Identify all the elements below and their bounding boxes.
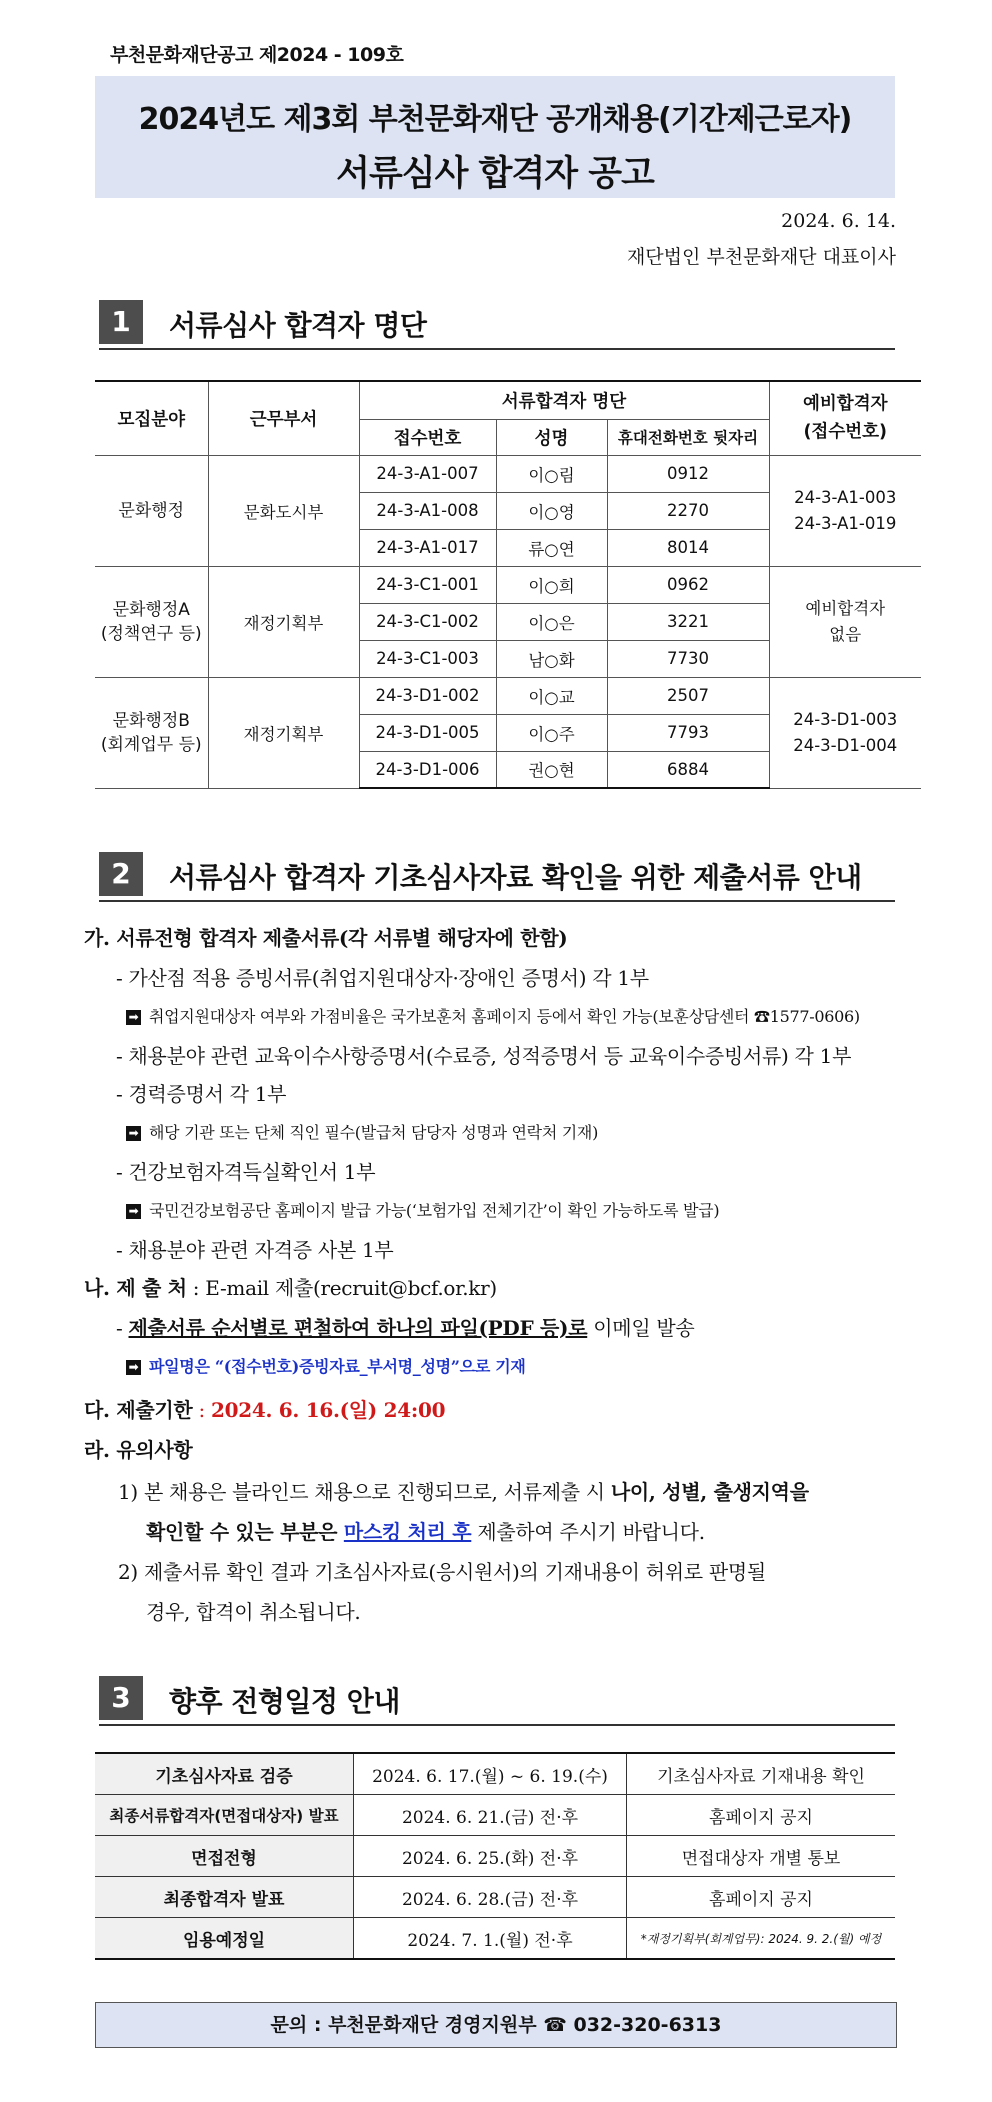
- ra-title: 라. 유의사항: [84, 1438, 193, 1462]
- name-cell: 이○주: [496, 714, 607, 751]
- item-bonus-docs: - 가산점 적용 증빙서류(취업지원대상자·장애인 증명서) 각 1부: [116, 966, 649, 990]
- arrow-right-icon: ➡: [126, 1360, 141, 1375]
- section-3-number: 3: [99, 1676, 143, 1720]
- table-row: [95, 1836, 895, 1877]
- name-cell: 남○화: [496, 640, 607, 677]
- reg-no-cell: 24-3-A1-008: [359, 492, 496, 529]
- phone-cell: 3221: [607, 603, 769, 640]
- stage-cell: 기초심사자료 검증: [95, 1753, 354, 1795]
- na-underlined: 제출서류 순서별로 편철하여 하나의 파일(PDF 등)로: [128, 1316, 588, 1340]
- date-cell: 2024. 6. 21.(금) 전·후: [354, 1795, 627, 1836]
- field-sub-label: (정책연구 등): [100, 623, 202, 644]
- header-reserve: [769, 381, 921, 455]
- date-cell: 2024. 6. 25.(화) 전·후: [354, 1836, 627, 1877]
- title-line-1: 2024년도 제3회 부천문화재단 공개채용(기간제근로자): [138, 102, 852, 137]
- issuer: 재단법인 부천문화재단 대표이사: [626, 246, 896, 268]
- name-cell: 이○영: [496, 492, 607, 529]
- name-cell: 이○교: [496, 677, 607, 714]
- reg-no-cell: 24-3-D1-005: [359, 714, 496, 751]
- item-insurance-note: [126, 1198, 719, 1221]
- phone-cell: 8014: [607, 529, 769, 566]
- field-sub-label: (회계업무 등): [100, 734, 202, 755]
- table-row: [95, 1753, 895, 1795]
- ra-2-line-2: 경우, 합격이 취소됩니다.: [146, 1600, 361, 1624]
- note-text: 취업지원대상자 여부와 가점비율은 국가보훈처 홈페이지 등에서 확인 가능(보훈상담센터 ☎1577-0606): [149, 1007, 860, 1026]
- date-cell: 2024. 6. 28.(금) 전·후: [354, 1877, 627, 1918]
- dash: -: [116, 1316, 129, 1340]
- note-text: 해당 기관 또는 단체 직인 필수(발급처 담당자 성명과 연락처 기재): [149, 1123, 599, 1142]
- title-line-2: 서류심사 합격자 공고: [336, 154, 654, 194]
- reserve-line-1: 24-3-A1-003: [794, 487, 897, 507]
- header-reserve-sub: (접수번호): [803, 422, 888, 443]
- dept-cell: 재정기획부: [208, 677, 359, 788]
- header-name: 성명: [496, 419, 607, 455]
- item-education-docs: - 채용분야 관련 교육이수사항증명서(수료증, 성적증명서 등 교육이수증빙서류) 각 1부: [116, 1044, 852, 1068]
- reserve-cell: [769, 677, 921, 788]
- ra1-bold-2: 확인할 수 있는 부분은: [146, 1520, 344, 1544]
- table-row: [95, 1877, 895, 1918]
- method-cell: 면접대상자 개별 통보: [627, 1836, 896, 1877]
- name-cell: 이○희: [496, 566, 607, 603]
- na-value: : E-mail 제출(recruit@bcf.or.kr): [192, 1276, 497, 1300]
- reserve-line-2: 없음: [829, 624, 862, 644]
- item-career-note: [126, 1120, 598, 1143]
- header-phone: 휴대전화번호 뒷자리: [607, 419, 769, 455]
- dept-cell: 재정기획부: [208, 566, 359, 677]
- section-1-heading: [99, 300, 895, 350]
- table-row: [95, 1795, 895, 1836]
- na-submission: [84, 1272, 497, 1301]
- reserve-cell: [769, 566, 921, 677]
- phone-cell: 0912: [607, 455, 769, 492]
- method-cell: *재정기획부(회계업무): 2024. 9. 2.(월) 예정: [627, 1918, 896, 1960]
- field-cell: [95, 677, 208, 788]
- ra1-text: 1) 본 채용은 블라인드 채용으로 진행되므로, 서류제출 시: [118, 1480, 611, 1504]
- field-cell: [95, 566, 208, 677]
- item-career-docs: - 경력증명서 각 1부: [116, 1082, 287, 1106]
- section-3-title: 향후 전형일정 안내: [169, 1685, 400, 1718]
- note-text: 국민건강보험공단 홈페이지 발급 가능(‘보험가입 전체기간’이 확인 가능하도록 발급): [149, 1201, 720, 1220]
- field-label: 문화행정: [118, 500, 185, 521]
- phone-cell: 2507: [607, 677, 769, 714]
- method-cell: 홈페이지 공지: [627, 1795, 896, 1836]
- reg-no-cell: 24-3-C1-003: [359, 640, 496, 677]
- da-label: 다. 제출기한: [84, 1398, 193, 1422]
- table-row: [95, 566, 921, 603]
- section-2-number: 2: [99, 852, 143, 896]
- schedule-table: [95, 1752, 895, 1960]
- header-reserve-label: 예비합격자: [802, 394, 888, 415]
- stage-cell: 최종서류합격자(면접대상자) 발표: [95, 1795, 354, 1836]
- item-bonus-note: [126, 1004, 860, 1027]
- table-row: [95, 455, 921, 492]
- ga-title: 가. 서류전형 합격자 제출서류(각 서류별 해당자에 한함): [84, 926, 568, 950]
- arrow-right-icon: ➡: [126, 1126, 141, 1141]
- reg-no-cell: 24-3-A1-007: [359, 455, 496, 492]
- phone-cell: 7730: [607, 640, 769, 677]
- phone-cell: 6884: [607, 751, 769, 788]
- header-passers: 서류합격자 명단: [359, 381, 769, 419]
- stage-cell: 임용예정일: [95, 1918, 354, 1960]
- field-label: 문화행정A: [112, 599, 190, 620]
- ra-1-line-2: [146, 1516, 705, 1545]
- ra1-bold: 나이, 성별, 출생지역을: [610, 1480, 809, 1504]
- notice-date: 2024. 6. 14.: [781, 210, 896, 232]
- phone-cell: 7793: [607, 714, 769, 751]
- date-cell: 2024. 7. 1.(월) 전·후: [354, 1918, 627, 1960]
- passers-table: [95, 380, 921, 789]
- reserve-line-1: 24-3-D1-003: [793, 709, 898, 729]
- title-box: [95, 76, 895, 198]
- na-rest: 이메일 발송: [587, 1316, 695, 1340]
- name-cell: 이○림: [496, 455, 607, 492]
- ra1-masking: 마스킹 처리 후: [343, 1520, 472, 1544]
- reg-no-cell: 24-3-A1-017: [359, 529, 496, 566]
- table-row: [95, 677, 921, 714]
- reg-no-cell: 24-3-C1-001: [359, 566, 496, 603]
- section-2-heading: [99, 852, 895, 902]
- reg-no-cell: 24-3-C1-002: [359, 603, 496, 640]
- dept-cell: 문화도시부: [208, 455, 359, 566]
- ra-2-line-1: 2) 제출서류 확인 결과 기초심사자료(응시원서)의 기재내용이 허위로 판명될: [118, 1560, 766, 1584]
- da-deadline: [84, 1394, 445, 1423]
- header-dept: 근무부서: [208, 381, 359, 455]
- phone-cell: 0962: [607, 566, 769, 603]
- table-row: [95, 1918, 895, 1960]
- na-label: 나. 제 출 처: [84, 1276, 187, 1300]
- na-item: [116, 1312, 694, 1341]
- reserve-cell: [769, 455, 921, 566]
- field-cell: [95, 455, 208, 566]
- field-label: 문화행정B: [112, 710, 190, 731]
- na-note: [126, 1354, 526, 1377]
- note-text: 파일명은 “(접수번호)증빙자료_부서명_성명”으로 기재: [149, 1357, 526, 1376]
- item-insurance-docs: - 건강보험자격득실확인서 1부: [116, 1160, 376, 1184]
- contact-box: 문의 : 부천문화재단 경영지원부 ☎ 032-320-6313: [95, 2002, 897, 2048]
- item-license-docs: - 채용분야 관련 자격증 사본 1부: [116, 1238, 394, 1262]
- phone-cell: 2270: [607, 492, 769, 529]
- stage-cell: 최종합격자 발표: [95, 1877, 354, 1918]
- reg-no-cell: 24-3-D1-006: [359, 751, 496, 788]
- method-cell: 홈페이지 공지: [627, 1877, 896, 1918]
- arrow-right-icon: ➡: [126, 1204, 141, 1219]
- reserve-line-2: 24-3-A1-019: [794, 513, 897, 533]
- ra-1-line-1: [118, 1476, 809, 1505]
- name-cell: 이○은: [496, 603, 607, 640]
- da-value: 2024. 6. 16.(일) 24:00: [211, 1398, 446, 1422]
- method-cell: 기초심사자료 기재내용 확인: [627, 1753, 896, 1795]
- section-1-title: 서류심사 합격자 명단: [169, 309, 427, 342]
- da-sep: :: [192, 1398, 211, 1422]
- reserve-line-2: 24-3-D1-004: [793, 735, 898, 755]
- arrow-right-icon: ➡: [126, 1010, 141, 1025]
- notice-number: 부천문화재단공고 제2024 - 109호: [110, 44, 404, 66]
- section-3-heading: [99, 1676, 895, 1726]
- header-field: 모집분야: [95, 381, 208, 455]
- section-1-number: 1: [99, 300, 143, 344]
- reg-no-cell: 24-3-D1-002: [359, 677, 496, 714]
- header-reg-no: 접수번호: [359, 419, 496, 455]
- stage-cell: 면접전형: [95, 1836, 354, 1877]
- name-cell: 류○연: [496, 529, 607, 566]
- name-cell: 권○현: [496, 751, 607, 788]
- ra1-rest: 제출하여 주시기 바랍니다.: [471, 1520, 705, 1544]
- date-cell: 2024. 6. 17.(월) ~ 6. 19.(수): [354, 1753, 627, 1795]
- reserve-line-1: 예비합격자: [805, 598, 886, 618]
- section-2-title: 서류심사 합격자 기초심사자료 확인을 위한 제출서류 안내: [169, 861, 862, 894]
